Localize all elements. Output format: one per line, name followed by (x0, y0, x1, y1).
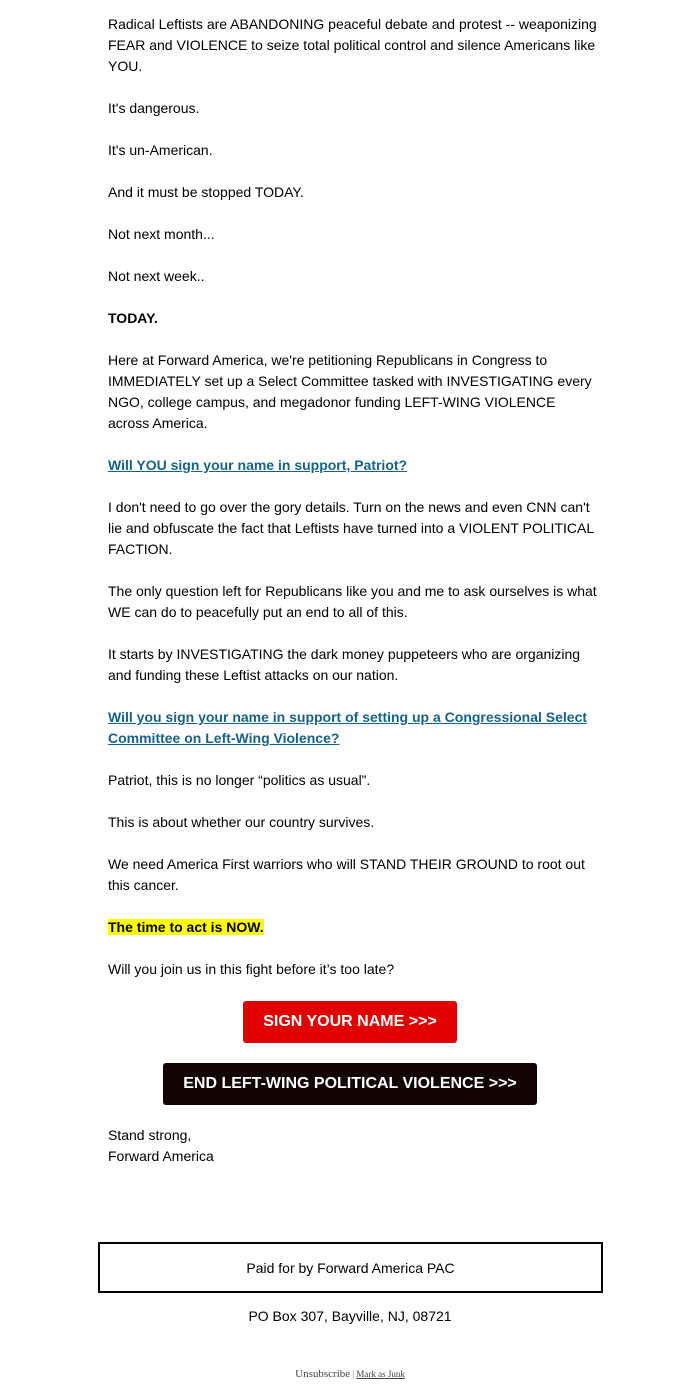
paragraph-gory-details: I don't need to go over the gory details. Turn on the news and even CNN can't lie and obfuscate the fact that Leftists have turned into a VIOLENT POLITICAL FACTION. (108, 499, 594, 557)
sign-support-link[interactable]: Will YOU sign your name in support, Patriot? (108, 457, 408, 473)
paragraph-dangerous: It's dangerous. (108, 100, 200, 116)
paragraph-only-question: The only question left for Republicans like you and me to ask ourselves is what WE can do to peacefully put an end to all of this. (108, 583, 597, 620)
paragraph-warriors: We need America First warriors who will STAND THEIR GROUND to root out this cancer. (108, 856, 585, 893)
link-paragraph-1 (108, 455, 598, 476)
signoff-signature: Forward America (108, 1148, 214, 1164)
paragraph-un-american: It's un-American. (108, 142, 213, 158)
paid-for-disclaimer-box (98, 1242, 603, 1293)
paragraph-politics-as-usual: Patriot, this is no longer “politics as usual”. (108, 772, 371, 788)
link-paragraph-2 (108, 707, 598, 749)
end-violence-button[interactable]: END LEFT-WING POLITICAL VIOLENCE >>> (163, 1063, 537, 1105)
highlighted-text: The time to act is NOW. (108, 919, 264, 935)
paragraph-stopped-today: And it must be stopped TODAY. (108, 184, 304, 200)
paragraph-investigating: It starts by INVESTIGATING the dark money puppeteers who are organizing and funding these Leftist attacks on our nation. (108, 646, 581, 683)
paragraph-join-us: Will you join us in this fight before it’s too late? (108, 961, 395, 977)
paid-for-text: Paid for by Forward America PAC (246, 1259, 455, 1276)
mark-as-junk-link[interactable]: Mark as Junk (356, 1369, 405, 1379)
sign-your-name-button[interactable]: SIGN YOUR NAME >>> (243, 1001, 457, 1043)
unsubscribe-link[interactable]: Unsubscribe (295, 1368, 351, 1380)
paragraph-not-next-month: Not next month... (108, 226, 215, 242)
footer-links (0, 1368, 700, 1380)
paragraph-today: TODAY. (108, 310, 158, 326)
highlight-paragraph (108, 917, 598, 938)
footer-separator: | (352, 1368, 355, 1380)
email-body (108, 14, 598, 1001)
paragraph-not-next-week: Not next week.. (108, 268, 205, 284)
mailing-address: PO Box 307, Bayville, NJ, 08721 (248, 1308, 452, 1324)
paragraph-petition: Here at Forward America, we're petitioning Republicans in Congress to IMMEDIATELY set up a Select Committee tasked with INVESTIGATING every NGO, college campus, and megadonor funding LEFT-WING VIOLENCE across America. (108, 352, 592, 431)
paragraph-country-survives: This is about whether our country survives. (108, 814, 375, 830)
select-committee-link[interactable]: Will you sign your name in support of setting up a Congressional Select Committee on Left-Wing Violence? (108, 709, 588, 746)
signoff (108, 1125, 214, 1167)
signoff-line: Stand strong, (108, 1127, 192, 1143)
paragraph-intro: Radical Leftists are ABANDONING peaceful debate and protest -- weaponizing FEAR and VIOLENCE to seize total political control and silence Americans like YOU. (108, 16, 597, 74)
